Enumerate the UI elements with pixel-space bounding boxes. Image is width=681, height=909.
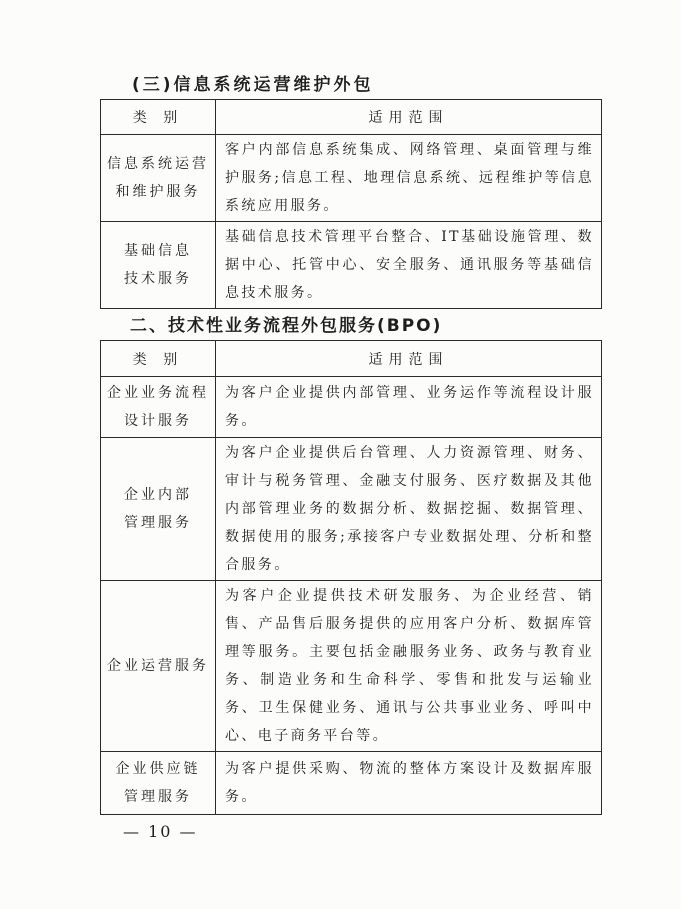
table-header-row [101,341,602,377]
category-line: 企业内部 [124,487,192,503]
category-line: 管理服务 [124,515,192,531]
scope-cell: 为客户企业提供内部管理、业务运作等流程设计服务。 [216,377,602,438]
it-operations-table [100,99,602,309]
category-cell [101,377,216,438]
category-line: 技术服务 [124,271,192,287]
category-line: 和维护服务 [115,184,201,200]
category-line: 企业业务流程 [107,385,209,401]
table-row [101,752,602,815]
category-line: 管理服务 [124,789,192,805]
scope-cell: 客户内部信息系统集成、网络管理、桌面管理与维护服务;信息工程、地理信息系统、远程维护等信息系统应用服务。 [216,135,602,222]
header-scope: 适用范围 [216,341,602,377]
header-category: 类 别 [101,341,216,377]
table-row [101,581,602,752]
category-line: 企业运营服务 [107,658,209,674]
category-line: 企业供应链 [115,761,201,777]
category-line: 信息系统运营 [107,156,209,172]
bpo-table [100,340,602,815]
header-scope: 适用范围 [216,100,602,135]
category-line: 基础信息 [124,243,192,259]
category-cell [101,135,216,222]
scope-cell: 为客户企业提供技术研发服务、为企业经营、销售、产品售后服务提供的应用客户分析、数据库管理等服务。主要包括金融服务业务、政务与教育业务、制造业务和生命科学、零售和批发与运输业务、卫生保健业务、通讯与公共事业业务、呼叫中心、电子商务平台等。 [216,581,602,752]
scope-cell: 基础信息技术管理平台整合、IT基础设施管理、数据中心、托管中心、安全服务、通讯服务等基础信息技术服务。 [216,222,602,309]
category-cell [101,752,216,815]
category-line: 设计服务 [124,413,192,429]
category-cell [101,222,216,309]
table-row [101,135,602,222]
scope-cell: 为客户企业提供后台管理、人力资源管理、财务、审计与税务管理、金融支付服务、医疗数据及其他内部管理业务的数据分析、数据挖掘、数据管理、数据使用的服务;承接客户专业数据处理、分析和整合服务。 [216,438,602,581]
table-row [101,222,602,309]
table-row [101,438,602,581]
section-heading-it-operations: (三)信息系统运营维护外包 [132,75,374,95]
category-cell [101,438,216,581]
header-category: 类 别 [101,100,216,135]
table-header-row [101,100,602,135]
page-number: — 10 — [123,822,198,841]
table-row [101,377,602,438]
section-heading-bpo: 二、技术性业务流程外包服务(BPO) [130,316,443,336]
category-cell [101,581,216,752]
scope-cell: 为客户提供采购、物流的整体方案设计及数据库服务。 [216,752,602,815]
